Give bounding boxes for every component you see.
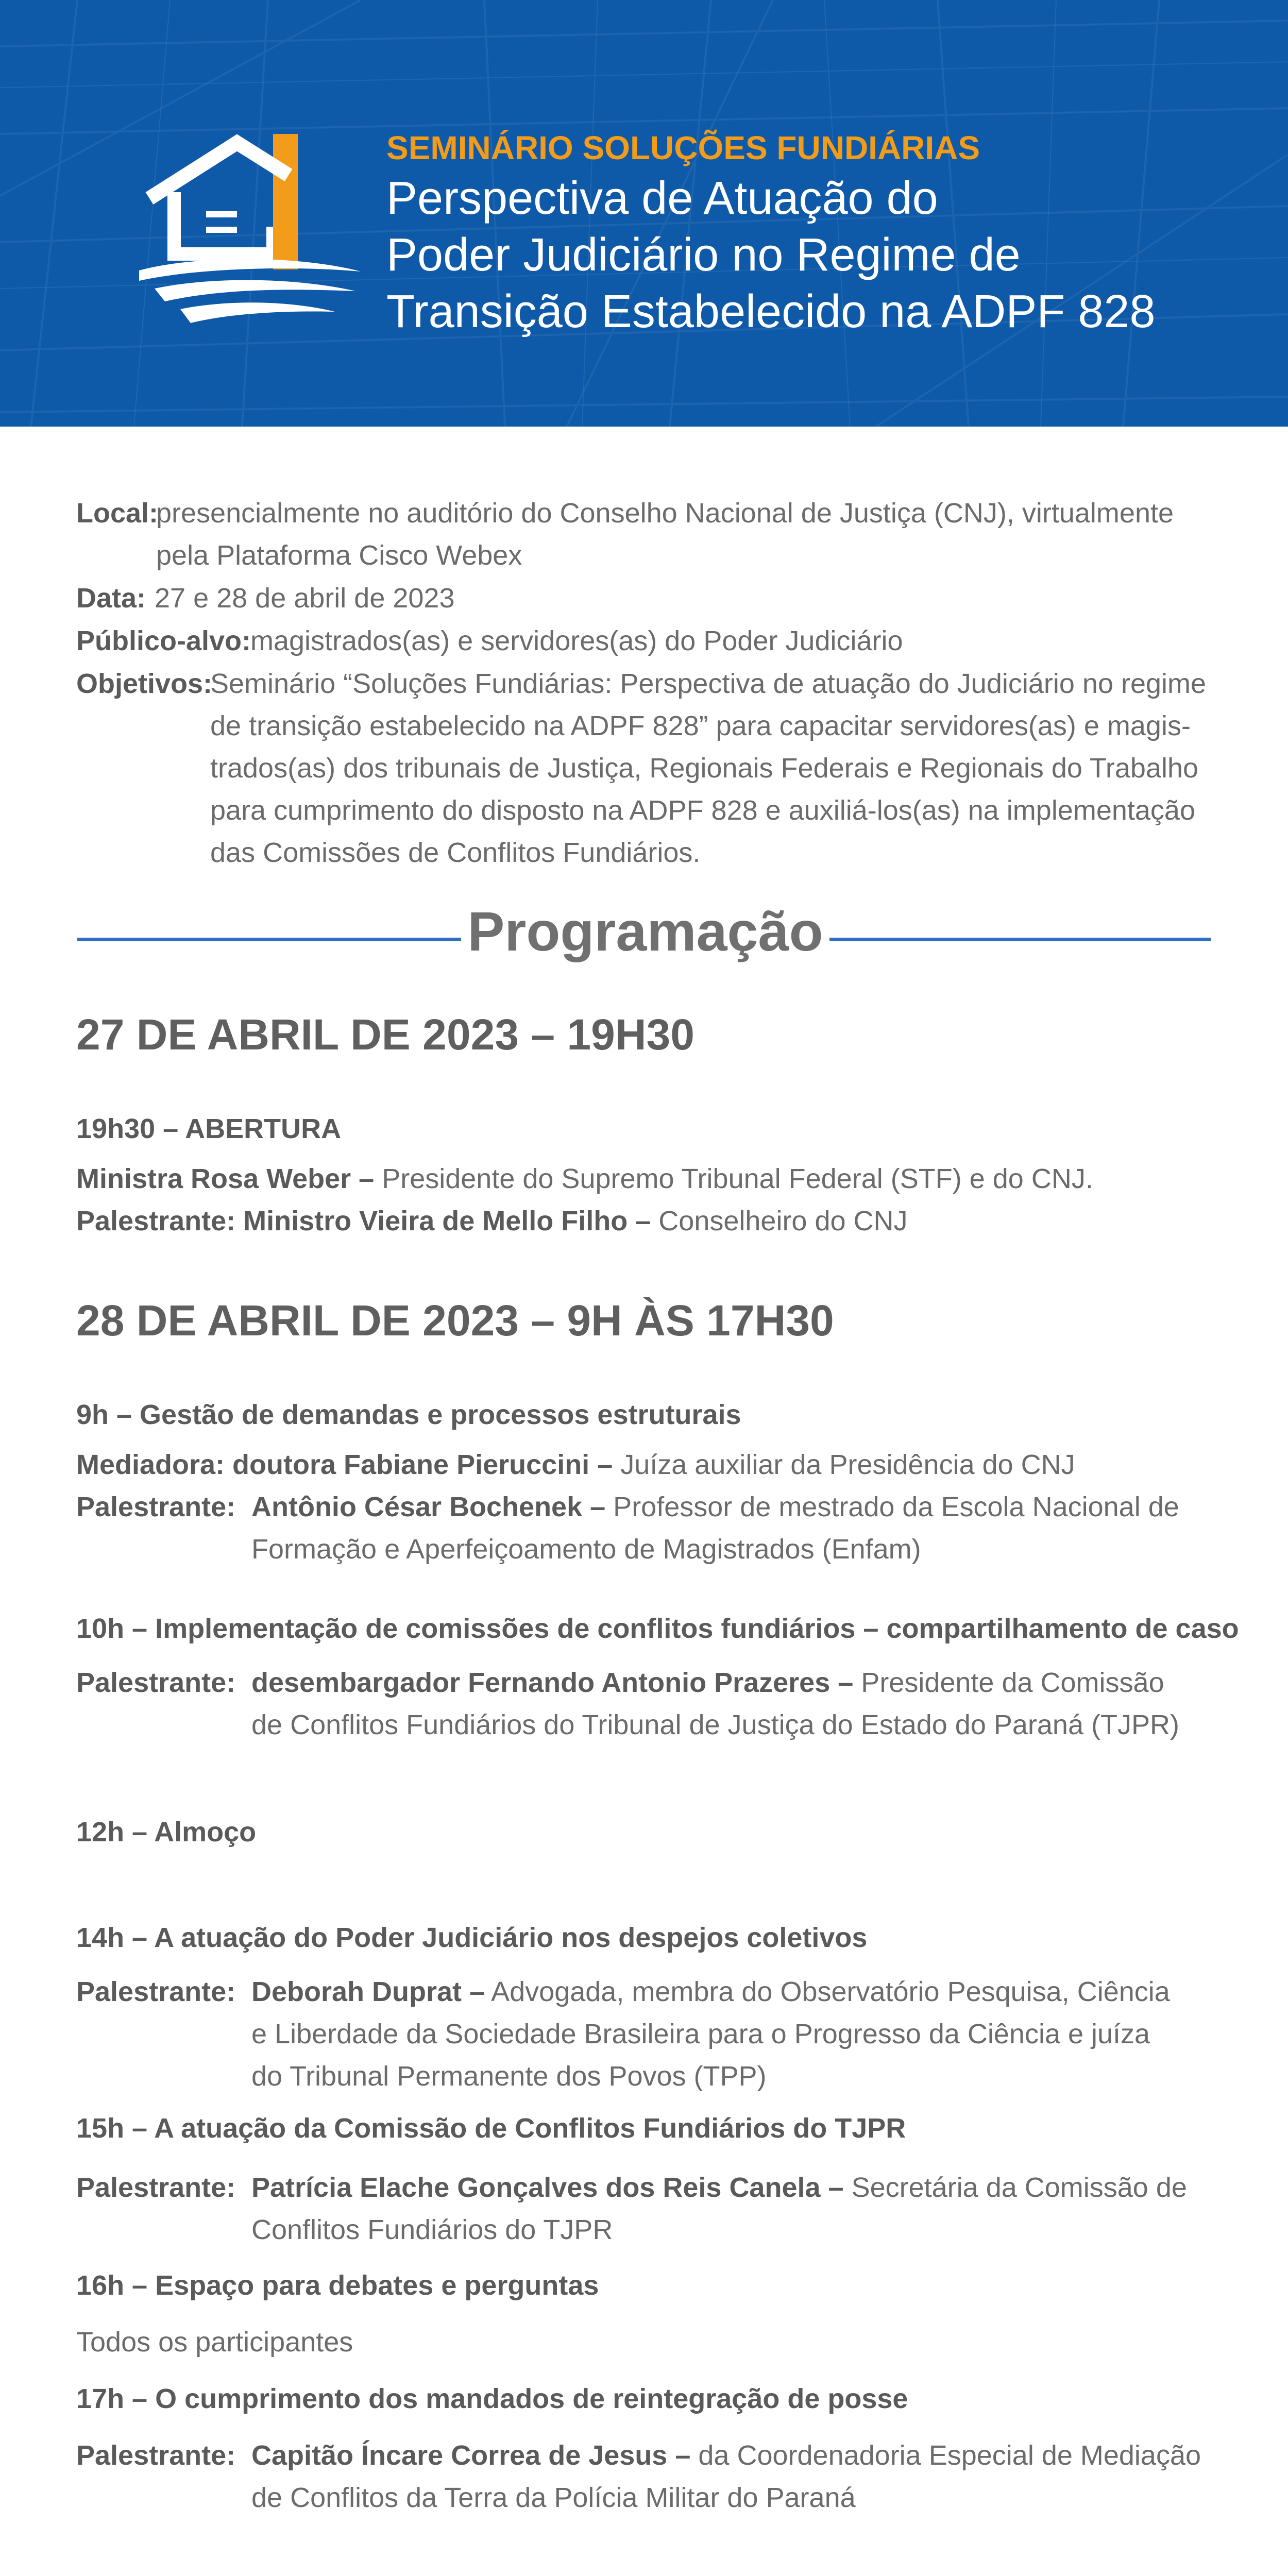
speaker-line <box>76 1200 1225 1242</box>
info-text: trados(as) dos tribunais de Justiça, Regionais Federais e Regionais do Trabalho <box>210 753 1199 784</box>
session-title: 15h – A atuação da Comissão de Conflitos Fundiários do TJPR <box>76 2113 906 2144</box>
speaker-role: Conflitos Fundiários do TJPR <box>251 2214 613 2245</box>
session-title: 16h – Espaço para debates e perguntas <box>76 2270 599 2301</box>
session-title: 10h – Implementação de comissões de conflitos fundiários – compartilhamento de caso <box>76 1613 1239 1644</box>
speaker-role: Formação e Aperfeiçoamento de Magistrados (Enfam) <box>251 1534 921 1565</box>
speaker-label: Palestrante: <box>76 1976 236 2007</box>
speaker-line <box>76 1158 1225 1200</box>
speaker-role: Presidente do Supremo Tribunal Federal (STF) e do CNJ. <box>382 1163 1093 1194</box>
speaker-line <box>76 1971 1225 2099</box>
info-text: magistrados(as) e servidores(as) do Poder Judiciário <box>250 625 903 656</box>
speaker-name: Ministra Rosa Weber – <box>76 1163 375 1194</box>
session-title: 17h – O cumprimento dos mandados de reintegração de posse <box>76 2383 908 2414</box>
info-label: Objetivos: <box>76 668 213 699</box>
info-text: pela Plataforma Cisco Webex <box>156 540 522 571</box>
info-text: Seminário “Soluções Fundiárias: Perspectiva de atuação do Judiciário no regime <box>210 668 1207 699</box>
speaker-name: desembargador Fernando Antonio Prazeres – <box>251 1667 854 1698</box>
speaker-label: Palestrante: <box>76 2172 236 2203</box>
section-title: Programação <box>467 900 823 962</box>
speaker-role: da Coordenadoria Especial de Mediação <box>698 2440 1201 2471</box>
session-title: 9h – Gestão de demandas e processos estruturais <box>76 1399 741 1430</box>
speaker-name: Capitão Íncare Correa de Jesus – <box>251 2440 691 2471</box>
speaker-name: Patrícia Elache Gonçalves dos Reis Canela – <box>251 2172 844 2203</box>
session-title: 12h – Almoço <box>76 1817 257 1848</box>
title-line: Transição Estabelecido na ADPF 828 <box>386 286 1156 337</box>
house-over-waves-icon <box>134 131 371 343</box>
speaker-line <box>76 1444 1225 1486</box>
speaker-name: Deborah Duprat – <box>251 1976 485 2007</box>
speaker-line <box>76 1662 1225 1749</box>
speaker-line <box>76 2434 1225 2522</box>
speaker-label: Palestrante: <box>76 1667 236 1698</box>
speaker-role: de Conflitos Fundiários do Tribunal de Justiça do Estado do Paraná (TJPR) <box>251 1709 1179 1740</box>
info-text: das Comissões de Conflitos Fundiários. <box>210 837 701 868</box>
session-title: 14h – A atuação do Poder Judiciário nos despejos coletivos <box>76 1922 868 1953</box>
speaker-name: Antônio César Bochenek – <box>251 1492 606 1522</box>
session-text: Todos os participantes <box>76 2327 353 2358</box>
speaker-line <box>76 2166 1225 2254</box>
speaker-role: Presidente da Comissão <box>861 1667 1164 1698</box>
speaker-label: Palestrante: <box>76 1492 236 1522</box>
speaker-role: do Tribunal Permanente dos Povos (TPP) <box>251 2061 767 2092</box>
speaker-name: Palestrante: Ministro Vieira de Mello Filho – <box>76 1206 651 1236</box>
info-text: para cumprimento do disposto na ADPF 828 e auxiliá-los(as) na implementação <box>210 795 1195 826</box>
info-local <box>76 492 1225 580</box>
info-text: presencialmente no auditório do Conselho Nacional de Justiça (CNJ), virtualmente <box>156 498 1174 529</box>
session-title: 19h30 – ABERTURA <box>76 1113 342 1144</box>
title-line: Perspectiva de Atuação do <box>386 173 938 224</box>
title-line: Poder Judiciário no Regime de <box>386 229 1021 281</box>
info-audience <box>76 620 1225 662</box>
speaker-role: Juíza auxiliar da Presidência do CNJ <box>620 1449 1075 1480</box>
main-title <box>386 170 1156 340</box>
info-objectives <box>76 663 1225 879</box>
day-heading: 28 DE ABRIL DE 2023 – 9H ÀS 17H30 <box>76 1296 834 1345</box>
speaker-role: de Conflitos da Terra da Polícia Militar do Paraná <box>251 2482 856 2513</box>
info-label: Local: <box>76 498 159 529</box>
speaker-role: Secretária da Comissão de <box>851 2172 1187 2203</box>
divider-rule <box>829 938 1211 941</box>
info-label: Data: <box>76 583 146 614</box>
info-label: Público-alvo: <box>76 625 251 656</box>
header-banner <box>0 0 1288 427</box>
info-text: 27 e 28 de abril de 2023 <box>155 583 455 614</box>
divider-rule <box>77 938 461 941</box>
speaker-name: Mediadora: doutora Fabiane Pieruccini – <box>76 1449 613 1480</box>
seminar-kicker: SEMINÁRIO SOLUÇÕES FUNDIÁRIAS <box>386 129 980 166</box>
speaker-role: Conselheiro do CNJ <box>658 1206 908 1236</box>
speaker-role: e Liberdade da Sociedade Brasileira para o Progresso da Ciência e juíza <box>251 2019 1150 2049</box>
speaker-role: Professor de mestrado da Escola Nacional de <box>613 1492 1179 1522</box>
speaker-line <box>76 1486 1225 1573</box>
speaker-role: Advogada, membra do Observatório Pesquisa, Ciência <box>491 1976 1170 2007</box>
speaker-label: Palestrante: <box>76 2440 236 2471</box>
info-date <box>76 577 1225 619</box>
info-text: de transição estabelecido na ADPF 828” para capacitar servidores(as) e magis- <box>210 710 1191 741</box>
day-heading: 27 DE ABRIL DE 2023 – 19H30 <box>76 1010 694 1059</box>
